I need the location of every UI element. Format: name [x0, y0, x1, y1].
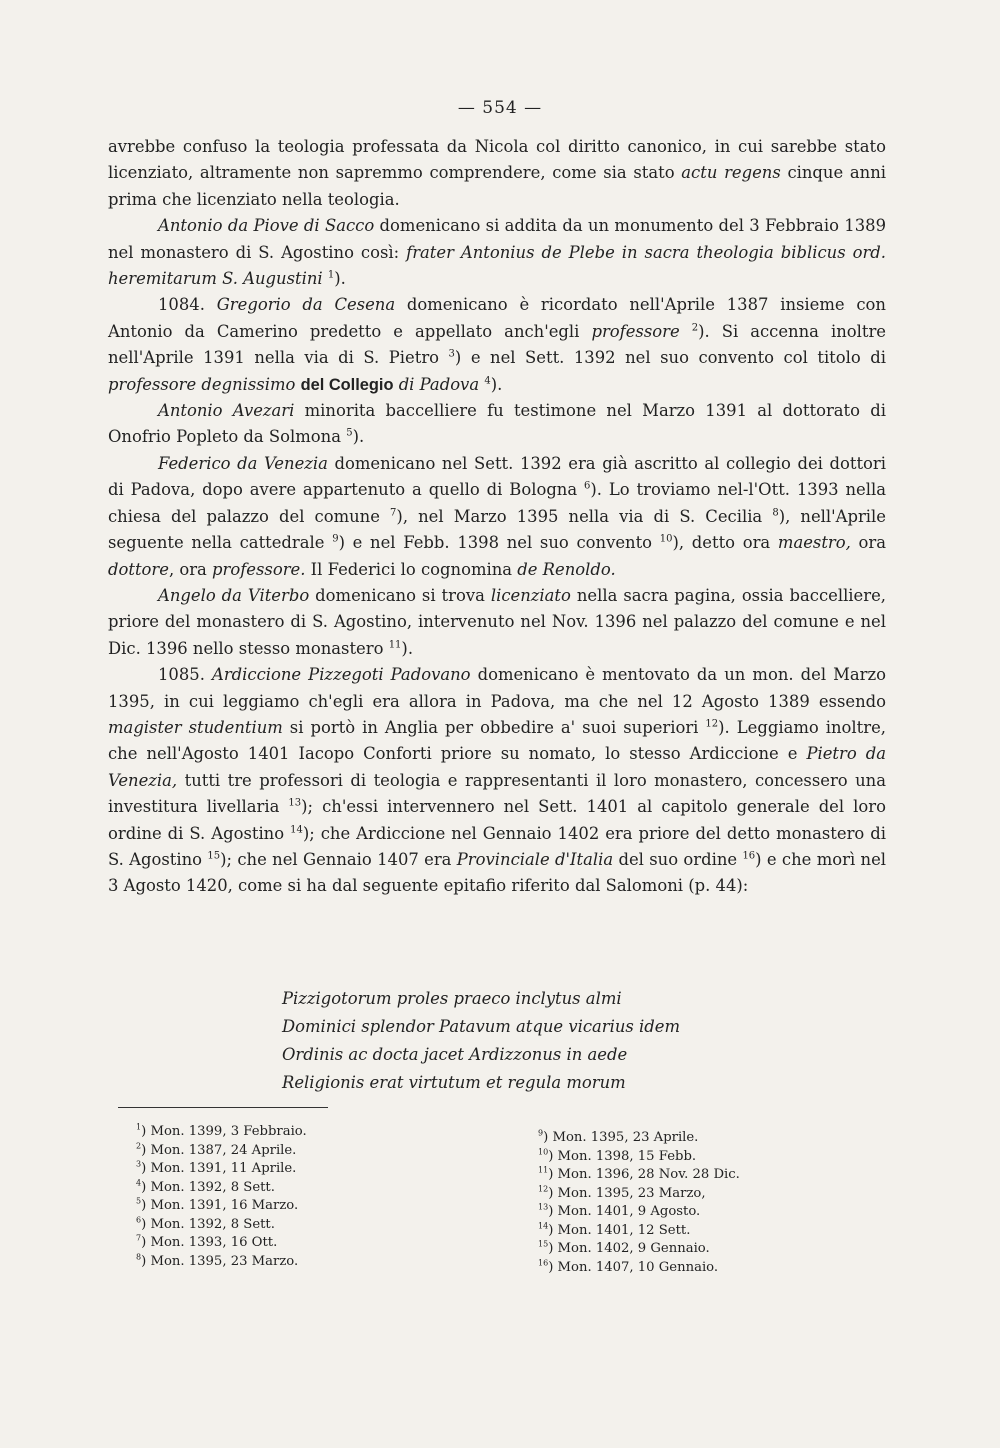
- footnote-text: Mon. 1391, 16 Marzo.: [150, 1198, 299, 1213]
- text-run: tutti tre professori di teologia e rappresentanti il loro monastero, concessero una investitura livellaria: [108, 770, 886, 817]
- footnote-number: 6: [136, 1215, 142, 1225]
- footnote: [136, 1253, 307, 1272]
- footnote: [538, 1259, 740, 1278]
- epitaph-poem: [282, 985, 842, 1097]
- text-run: del suo ordine: [613, 849, 743, 869]
- footnote-paren: ): [141, 1216, 151, 1232]
- italic-text: Antonio Avezari: [158, 401, 295, 421]
- footnote-text: Mon. 1393, 16 Ott.: [150, 1235, 278, 1250]
- footnote-ref: 15: [207, 850, 221, 862]
- footnote-number: 10: [538, 1147, 549, 1157]
- italic-text: licenziato: [490, 585, 571, 605]
- footnote: [538, 1129, 740, 1148]
- footnote-text: Mon. 1407, 10 Gennaio.: [557, 1259, 719, 1275]
- italic-text: dottore: [108, 559, 169, 579]
- footnote-number: 9: [538, 1128, 544, 1138]
- text-run: 1084.: [158, 295, 217, 315]
- footnote-paren: ): [141, 1253, 151, 1269]
- poem-line: Dominici splendor Patavum atque vicarius idem: [282, 1017, 681, 1036]
- italic-text: Angelo da Viterbo: [158, 585, 310, 605]
- footnote-ref: 14: [290, 824, 303, 836]
- footnote: [538, 1185, 740, 1204]
- footnote-paren: ): [548, 1185, 558, 1201]
- footnote-text: Mon. 1399, 3 Febbraio.: [150, 1124, 307, 1139]
- footnote-paren: ): [141, 1161, 151, 1176]
- footnote-ref: 10: [659, 533, 673, 545]
- footnote-text: Mon. 1396, 28 Nov. 28 Dic.: [557, 1167, 740, 1182]
- footnote-text: Mon. 1395, 23 Marzo,: [557, 1185, 706, 1201]
- footnote: [538, 1166, 740, 1185]
- footnote-text: Mon. 1398, 15 Febb.: [557, 1148, 697, 1164]
- text-run: ). Leggiamo inoltre, che nell'Agosto 1401 Iacopo Conforti priore su nomato, lo stesso Ardiccione e: [108, 717, 886, 764]
- poem-line: Ordinis ac docta jacet Ardizzonus in aede: [282, 1045, 628, 1064]
- italic-text: frater Antonius de Plebe in sacra theologia biblicus ord. heremitarum S. Augustini: [108, 242, 886, 289]
- italic-text: Ardiccione Pizzegoti Padovano: [211, 665, 471, 685]
- footnote: [136, 1123, 307, 1142]
- poem-line: Religionis erat virtutum et regula morum: [282, 1073, 626, 1092]
- text-run: ). Si accenna inoltre nell'Aprile 1391 nella via di S. Pietro: [108, 321, 887, 368]
- text-run: 1085.: [158, 665, 212, 685]
- italic-text: maestro,: [777, 533, 851, 553]
- text-run: domenicano si addita da un monumento del 3 Febbraio 1389 nel monastero di S. Agostino così:: [108, 216, 886, 262]
- footnote-paren: ): [141, 1124, 151, 1139]
- paragraph: [108, 451, 886, 583]
- footnote-ref: 5: [346, 428, 353, 439]
- footnote-ref: 12: [705, 718, 719, 730]
- footnote-text: Mon. 1401, 12 Sett.: [557, 1222, 691, 1238]
- footnote-number: 16: [538, 1258, 549, 1268]
- page-number: — 554 —: [457, 98, 543, 118]
- text-run: ).: [334, 269, 346, 289]
- footnotes-left-column: [136, 1123, 307, 1271]
- text-run: [680, 322, 692, 341]
- footnote: [538, 1240, 740, 1259]
- italic-text: Gregorio da Cesena: [216, 295, 396, 315]
- footnote-number: 8: [136, 1252, 142, 1262]
- text-run: domenicano è mentovato da un mon. del Marzo 1395, in cui leggiamo ch'egli era allora in Padova, ma che nel 12 Agosto 1389 essendo: [108, 665, 887, 711]
- footnote-number: 3: [136, 1159, 142, 1169]
- footnote-number: 14: [538, 1221, 549, 1231]
- footnote-paren: ): [548, 1167, 558, 1182]
- text-run: ).: [401, 638, 414, 658]
- footnote-number: 1: [136, 1122, 142, 1132]
- italic-text: de Renoldo.: [517, 559, 616, 579]
- footnote-text: Mon. 1392, 8 Sett.: [150, 1216, 275, 1232]
- paragraph: [108, 134, 886, 213]
- italic-text: Pietro da Venezia,: [108, 744, 886, 790]
- text-run: minorita baccelliere fu testimone nel Marzo 1391 al dottorato di Onofrio Popleto da Solmona: [108, 401, 886, 447]
- footnote-ref: 7: [390, 507, 397, 519]
- poem-line: Pizzigotorum proles praeco inclytus almi: [282, 989, 622, 1008]
- text-run: avrebbe confuso la teologia professata da Nicola col diritto canonico, in cui sarebbe stato licenziato, altramente non sapremmo comprendere, come sia stato: [108, 137, 886, 183]
- italic-text: professore.: [212, 559, 306, 579]
- footnote-paren: ): [141, 1198, 151, 1213]
- text-run: domenicano nel Sett. 1392 era già ascritto al collegio dei dottori di Padova, dopo avere appartenuto a quello di Bologna: [108, 453, 886, 500]
- footnote-text: Mon. 1387, 24 Aprile.: [150, 1142, 297, 1158]
- footnote-ref: 3: [448, 348, 455, 360]
- footnote-paren: ): [141, 1179, 151, 1195]
- footnote-paren: ): [548, 1222, 558, 1238]
- text-run: ).: [490, 374, 503, 394]
- italic-text: magister studentium: [108, 717, 283, 737]
- text-run: ) e che morì nel 3 Agosto 1420, come si ha dal seguente epitafio riferito dal Salomoni (p. 44):: [108, 849, 887, 896]
- footnote-paren: ): [141, 1142, 151, 1158]
- bold-text: del Collegio: [300, 375, 394, 394]
- footnote: [136, 1160, 307, 1179]
- footnote-text: Mon. 1402, 9 Gennaio.: [557, 1241, 710, 1256]
- footnote-number: 13: [538, 1202, 549, 1212]
- text-run: , ora: [168, 559, 213, 579]
- footnote-text: Mon. 1395, 23 Marzo.: [150, 1253, 299, 1269]
- footnote: [136, 1179, 307, 1198]
- footnote-text: Mon. 1401, 9 Agosto.: [557, 1204, 701, 1219]
- footnote-ref: 8: [772, 507, 779, 519]
- text-run: ) e nel Sett. 1392 nel suo convento col titolo di: [454, 348, 887, 368]
- text-run: ), nel Marzo 1395 nella via di S. Cecilia: [396, 506, 773, 526]
- text-run: ); che nel Gennaio 1407 era: [220, 849, 457, 869]
- italic-text: Antonio da Piove di Sacco: [158, 216, 375, 236]
- text-run: ). Lo troviamo nel-l'Ott. 1393 nella chiesa del palazzo del comune: [108, 480, 886, 526]
- footnote-number: 11: [538, 1165, 549, 1175]
- footnote: [136, 1234, 307, 1253]
- footnote-text: Mon. 1392, 8 Sett.: [150, 1179, 275, 1195]
- text-run: ).: [352, 427, 365, 447]
- footnote: [538, 1203, 740, 1222]
- text-run: domenicano si trova: [309, 585, 491, 605]
- footnote-paren: ): [548, 1241, 558, 1256]
- footnote-ref: 13: [288, 797, 302, 809]
- footnote: [136, 1197, 307, 1216]
- footnote-ref: 9: [332, 533, 339, 545]
- footnote: [136, 1216, 307, 1235]
- italic-text: di Padova: [398, 374, 480, 394]
- text-run: ), detto ora: [672, 533, 778, 553]
- footnote-ref: 11: [388, 639, 402, 651]
- footnote-paren: ): [548, 1148, 558, 1164]
- footnote-paren: ): [543, 1130, 553, 1145]
- text-run: si portò in Anglia per obbedire a' suoi superiori: [282, 717, 706, 737]
- italic-text: professore: [591, 321, 680, 341]
- footnote-divider: [118, 1107, 328, 1108]
- body-text: [108, 134, 886, 900]
- footnote-ref: 6: [584, 480, 591, 492]
- italic-text: actu regens: [681, 163, 781, 183]
- footnote-ref: 2: [691, 322, 699, 334]
- footnote-number: 4: [136, 1178, 142, 1188]
- paragraph: [108, 583, 886, 662]
- text-run: domenicano è ricordato nell'Aprile 1387 insieme con Antonio da Camerino predetto e appellato anch'egli: [108, 295, 886, 341]
- footnote: [136, 1142, 307, 1161]
- footnote-text: Mon. 1391, 11 Aprile.: [150, 1161, 297, 1176]
- footnote-text: Mon. 1395, 23 Aprile.: [552, 1130, 699, 1145]
- paragraph: [108, 213, 886, 292]
- footnotes-right-column: [538, 1129, 740, 1277]
- footnote-number: 2: [136, 1141, 142, 1151]
- text-run: Il Federici lo cognomina: [305, 559, 518, 579]
- italic-text: Provinciale d'Italia: [456, 849, 614, 869]
- footnote-number: 7: [136, 1233, 142, 1243]
- text-run: ); ch'essi intervennero nel Sett. 1401 al capitolo generale del loro ordine di S. Agostino: [108, 797, 886, 843]
- paragraph: [108, 292, 886, 398]
- footnote-paren: ): [141, 1235, 151, 1250]
- footnote-number: 15: [538, 1239, 549, 1249]
- text-run: cinque anni prima che licenziato nella teologia.: [108, 163, 887, 209]
- footnote-paren: ): [548, 1204, 558, 1219]
- footnote: [538, 1222, 740, 1241]
- text-run: nella sacra pagina, ossia baccelliere, priore del monastero di S. Agostino, intervenuto nel Nov. 1396 nel palazzo del comune e nel Dic. 1396 nello stesso monastero: [108, 585, 886, 658]
- text-run: ) e nel Febb. 1398 nel suo convento: [338, 533, 660, 553]
- footnote-ref: 16: [742, 850, 756, 862]
- footnote-paren: ): [548, 1259, 558, 1275]
- footnote: [538, 1148, 740, 1167]
- text-run: ); che Ardiccione nel Gennaio 1402 era priore del detto monastero di S. Agostino: [108, 823, 886, 869]
- footnote-ref: 4: [484, 375, 491, 387]
- italic-text: Federico da Venezia: [158, 453, 328, 473]
- footnote-number: 5: [136, 1196, 142, 1206]
- paragraph: [108, 398, 886, 451]
- text-run: ora: [850, 533, 887, 553]
- paragraph: [108, 662, 886, 900]
- text-run: ), nell'Aprile seguente nella cattedrale: [108, 506, 886, 553]
- italic-text: professore degnissimo: [108, 374, 296, 394]
- footnote-number: 12: [538, 1184, 549, 1194]
- footnote-ref: 1: [327, 269, 335, 281]
